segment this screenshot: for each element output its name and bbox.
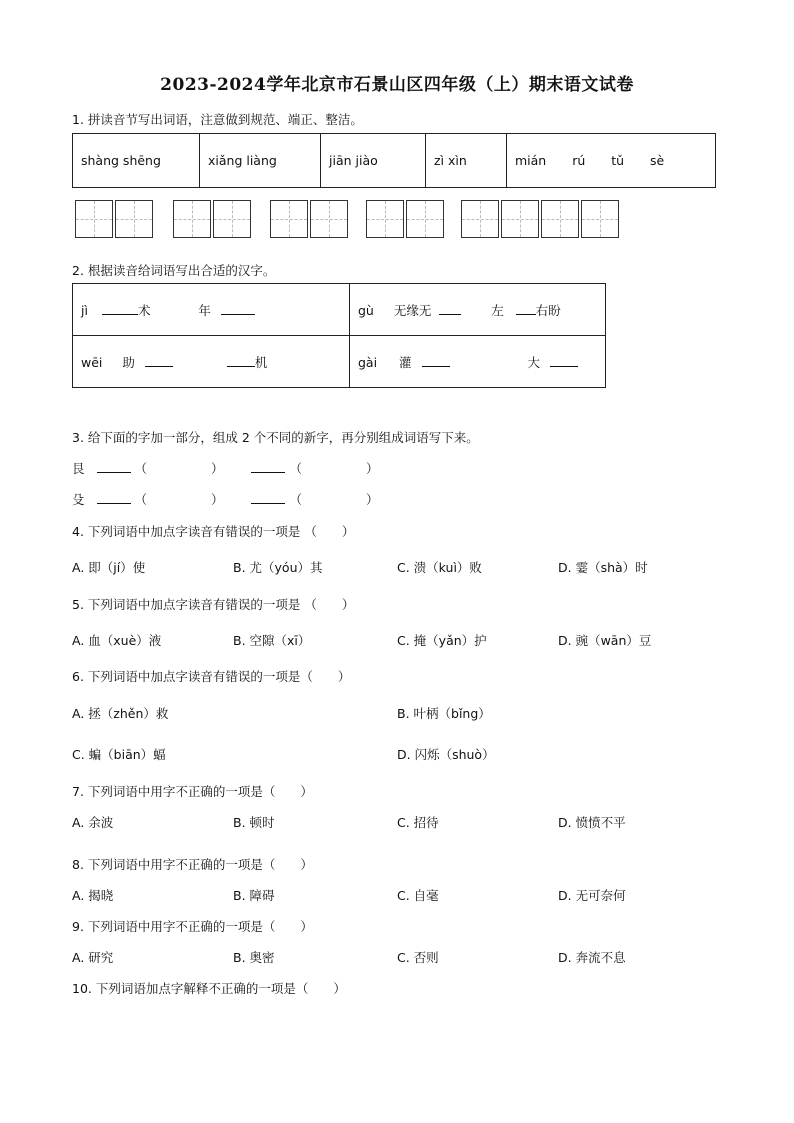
- q2-blank[interactable]: [516, 302, 536, 315]
- q2-cell-gu: [350, 284, 606, 336]
- q1-pinyin-1: shàng shēng: [73, 134, 200, 188]
- q2-pinyin-ji: jì: [81, 302, 88, 318]
- q3-blank[interactable]: [251, 491, 285, 504]
- q3-paren: ）: [365, 492, 379, 507]
- q1-grid-1[interactable]: [75, 200, 155, 238]
- q1-pinyin-4: zì xìn: [426, 134, 507, 188]
- q2-pinyin-wei: wēi: [81, 354, 103, 370]
- q3-paren: ）: [211, 492, 224, 507]
- q2-blank[interactable]: [439, 302, 461, 315]
- page-title: 2023-2024学年北京市石景山区四年级（上）期末语文试卷: [160, 75, 634, 95]
- q2-blank[interactable]: [221, 302, 255, 315]
- q2-text: 灌: [399, 354, 412, 370]
- q7-option-d[interactable]: D. 愤愤不平: [558, 815, 626, 830]
- q1-grid-3[interactable]: [270, 200, 350, 238]
- q7-option-b[interactable]: B. 顿时: [233, 815, 275, 830]
- q3-paren: ）: [211, 461, 224, 476]
- q3-paren: （: [134, 461, 147, 476]
- q2-blank[interactable]: [422, 354, 450, 367]
- q8-option-a[interactable]: A. 揭晓: [72, 888, 114, 903]
- q2-cell-wei: [73, 336, 350, 388]
- q2-text: 机: [254, 354, 268, 370]
- q2-text: 无缘无: [393, 302, 432, 318]
- q5-prompt: 5. 下列词语中加点字读音有错误的一项是 （ ）: [72, 597, 355, 612]
- q8-prompt: 8. 下列词语中用字不正确的一项是（ ）: [72, 857, 313, 872]
- q3-blank[interactable]: [251, 460, 285, 473]
- q2-text: 年: [198, 302, 211, 318]
- q6-prompt: 6. 下列词语中加点字读音有错误的一项是（ ）: [72, 669, 351, 684]
- q6-option-c[interactable]: C. 蝙（biān）蝠: [72, 747, 166, 762]
- q5-option-d[interactable]: D. 豌（wān）豆: [558, 633, 652, 648]
- q7-option-a[interactable]: A. 余波: [72, 815, 114, 830]
- q3-blank[interactable]: [97, 491, 131, 504]
- q1-pinyin-5: mián rú tǔ sè: [507, 134, 716, 188]
- q1-grid-5[interactable]: [461, 200, 621, 238]
- q2-text: 右盼: [535, 302, 561, 318]
- q2-blank[interactable]: [227, 354, 255, 367]
- q5-option-c[interactable]: C. 掩（yǎn）护: [397, 633, 487, 648]
- q3-paren: ）: [365, 461, 379, 476]
- q3-row-2: [72, 490, 379, 508]
- q2-blank[interactable]: [550, 354, 578, 367]
- q1-prompt: 1. 拼读音节写出词语，注意做到规范、端正、整洁。: [72, 112, 363, 127]
- q3-char: 殳: [72, 492, 85, 507]
- q2-pinyin-gai: gài: [358, 354, 378, 370]
- q1-grid-2[interactable]: [173, 200, 253, 238]
- q6-option-a[interactable]: A. 拯（zhěn）救: [72, 706, 169, 721]
- q3-char: 艮: [72, 461, 85, 476]
- q2-table: [72, 283, 606, 388]
- q3-paren: （: [134, 492, 147, 507]
- q4-option-d[interactable]: D. 霎（shà）时: [558, 560, 648, 575]
- q9-option-d[interactable]: D. 奔流不息: [558, 950, 626, 965]
- q1-pinyin-2: xiǎng liàng: [200, 134, 321, 188]
- q5-option-b[interactable]: B. 空隙（xī）: [233, 633, 311, 648]
- q9-option-c[interactable]: C. 否则: [397, 950, 439, 965]
- q2-text: 助: [122, 354, 135, 370]
- q2-blank[interactable]: [145, 354, 173, 367]
- q4-prompt: 4. 下列词语中加点字读音有错误的一项是 （ ）: [72, 524, 355, 539]
- q6-option-b[interactable]: B. 叶柄（bǐng）: [397, 706, 491, 721]
- q3-row-1: [72, 459, 379, 477]
- q1-pinyin-table: [72, 133, 716, 188]
- q2-cell-gai: [350, 336, 606, 388]
- q4-option-a[interactable]: A. 即（jí）使: [72, 560, 146, 575]
- q2-prompt: 2. 根据读音给词语写出合适的汉字。: [72, 263, 276, 278]
- q5-option-a[interactable]: A. 血（xuè）液: [72, 633, 162, 648]
- q3-prompt: 3. 给下面的字加一部分，组成 2 个不同的新字，再分别组成词语写下来。: [72, 430, 479, 445]
- q2-blank[interactable]: [102, 302, 138, 315]
- q9-option-a[interactable]: A. 研究: [72, 950, 114, 965]
- q2-pinyin-gu: gù: [358, 302, 374, 318]
- q2-text: 术: [137, 302, 151, 318]
- q6-option-d[interactable]: D. 闪烁（shuò）: [397, 747, 495, 762]
- q8-option-b[interactable]: B. 障碍: [233, 888, 275, 903]
- q7-option-c[interactable]: C. 招待: [397, 815, 439, 830]
- q3-paren: （: [289, 461, 302, 476]
- q4-option-b[interactable]: B. 尤（yóu）其: [233, 560, 323, 575]
- q2-text: 左: [491, 302, 504, 318]
- q8-option-c[interactable]: C. 自毫: [397, 888, 439, 903]
- q9-prompt: 9. 下列词语中用字不正确的一项是（ ）: [72, 919, 313, 934]
- q2-text: 大: [527, 354, 541, 370]
- q3-paren: （: [289, 492, 302, 507]
- q4-option-c[interactable]: C. 溃（kuì）败: [397, 560, 482, 575]
- q7-prompt: 7. 下列词语中用字不正确的一项是（ ）: [72, 784, 313, 799]
- q10-prompt: 10. 下列词语加点字解释不正确的一项是（ ）: [72, 981, 346, 996]
- q3-blank[interactable]: [97, 460, 131, 473]
- q8-option-d[interactable]: D. 无可奈何: [558, 888, 626, 903]
- q2-cell-ji: [73, 284, 350, 336]
- q1-pinyin-3: jiān jiào: [321, 134, 426, 188]
- q1-grid-4[interactable]: [366, 200, 446, 238]
- q9-option-b[interactable]: B. 奥密: [233, 950, 275, 965]
